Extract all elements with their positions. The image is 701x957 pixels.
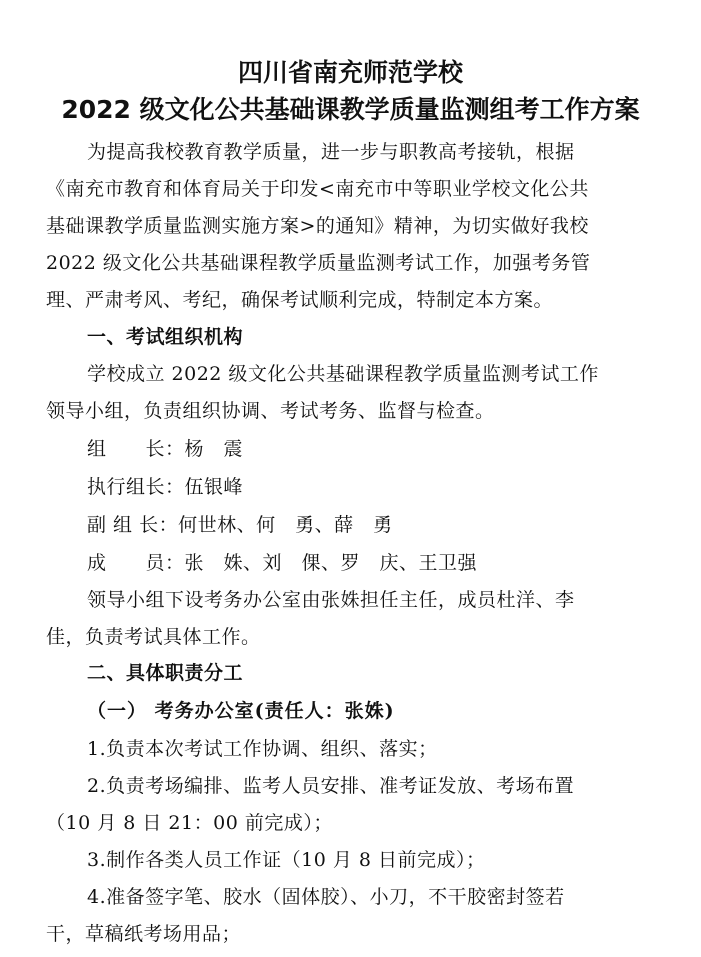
document-title-line2: 2022 级文化公共基础课教学质量监测组考工作方案: [61, 95, 640, 124]
duty-item: 3.制作各类人员工作证（10 月 8 日前完成）；: [87, 849, 486, 871]
document-title-line1: 四川省南充师范学校: [237, 58, 463, 87]
office-paragraph-line: 领导小组下设考务办公室由张姝担任主任，成员杜洋、李: [87, 589, 575, 611]
member-row-members: 成 员：张 姝、刘 倮、罗 庆、王卫强: [87, 552, 478, 574]
duty-item: 1.负责本次考试工作协调、组织、落实；: [87, 738, 438, 760]
section1-paragraph-line: 学校成立 2022 级文化公共基础课程教学质量监测考试工作: [87, 363, 599, 385]
duty-item: 4.准备签字笔、胶水（固体胶）、小刀，不干胶密封签若: [87, 886, 565, 908]
member-row-deputy-leaders: 副 组 长：何世林、何 勇、薛 勇: [87, 514, 393, 536]
duty-item-continuation: 干，草稿纸考场用品；: [46, 923, 242, 945]
subsection-heading-exam-office: （一） 考务办公室(责任人：张姝): [87, 700, 395, 722]
section-heading-duties: 二、具体职责分工: [87, 662, 244, 684]
section1-paragraph-line: 领导小组，负责组织协调、考试考务、监督与检查。: [46, 400, 495, 422]
section-heading-organization: 一、考试组织机构: [87, 326, 244, 348]
duty-item-continuation: （10 月 8 日 21：00 前完成）；: [46, 812, 333, 834]
office-paragraph-line: 佳，负责考试具体工作。: [46, 626, 261, 648]
intro-paragraph-line: 基础课教学质量监测实施方案>的通知》精神，为切实做好我校: [46, 215, 589, 237]
intro-paragraph-line: 为提高我校教育教学质量，进一步与职教高考接轨，根据: [87, 141, 575, 163]
member-row-executive-leader: 执行组长：伍银峰: [87, 476, 244, 498]
intro-paragraph-line: 《南充市教育和体育局关于印发<南充市中等职业学校文化公共: [46, 178, 589, 200]
duty-item: 2.负责考场编排、监考人员安排、准考证发放、考场布置: [87, 775, 575, 797]
member-row-leader: 组 长：杨 震: [87, 438, 244, 460]
intro-paragraph-line: 2022 级文化公共基础课程教学质量监测考试工作，加强考务管: [46, 252, 591, 274]
intro-paragraph-line: 理、严肃考风、考纪，确保考试顺利完成，特制定本方案。: [46, 289, 554, 311]
